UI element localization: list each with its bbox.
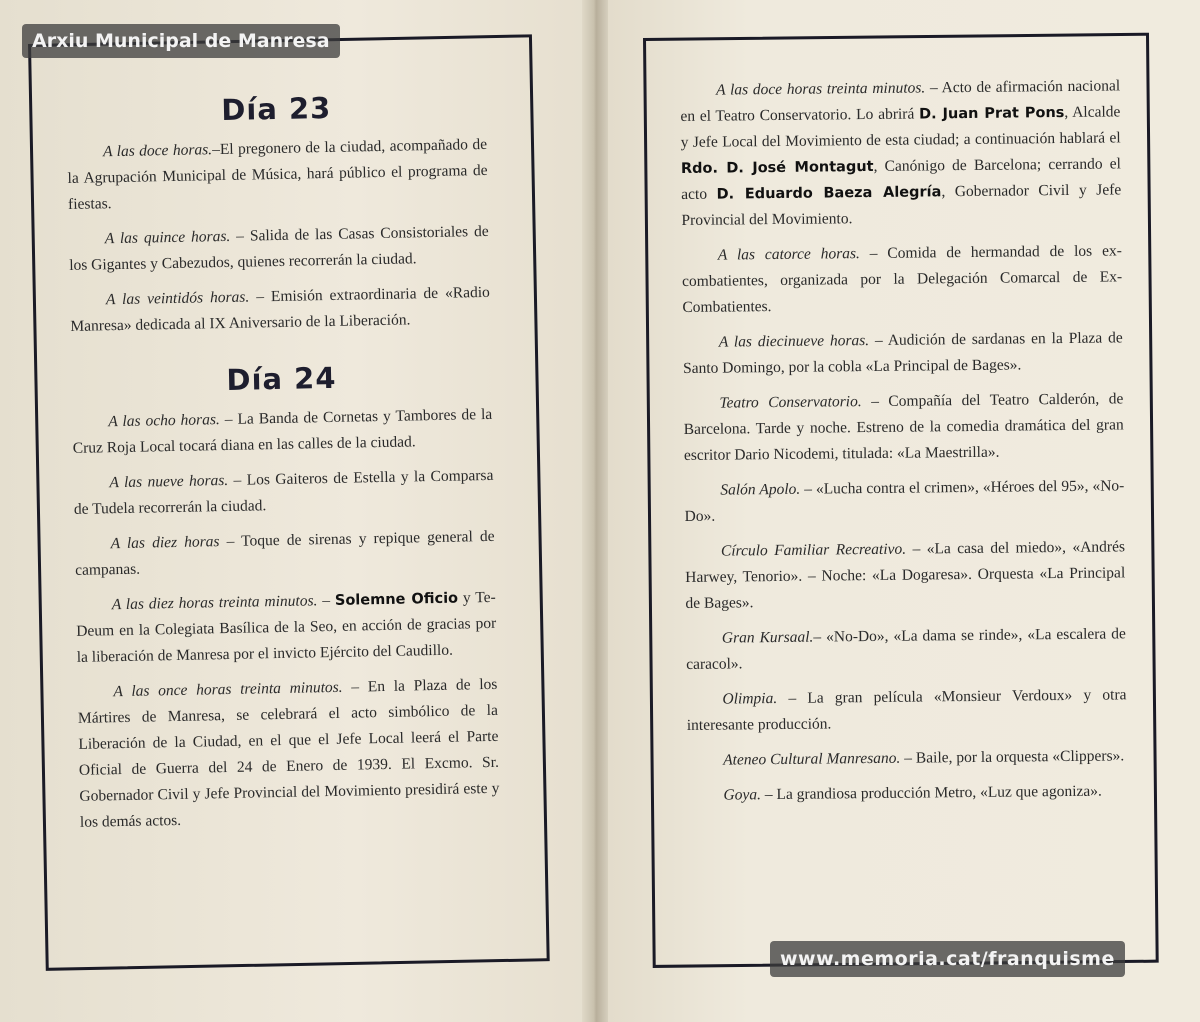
entry-text: – «Lucha contra el crimen», «Héroes del 95», «No-Do». <box>684 477 1125 525</box>
day-23-heading: Día 23 <box>220 90 332 128</box>
entry-text: , Alcalde y Jefe Local del Movimiento de esta ciudad; a continuación hablará el <box>680 103 1121 151</box>
entry-venue: Olimpia. <box>722 690 778 708</box>
entry-text: – Los Gaiteros de Estella y la Comparsa de Tudela recorrerán la ciudad. <box>73 466 494 518</box>
entry-time: A las veintidós horas. <box>105 288 250 309</box>
entry-text: , Gobernador Civil y Jefe Provincial del Movimiento. <box>681 181 1122 229</box>
entry-text: – Compañía del Teatro Calderón, de Barcelona. Tarde y noche. Estreno de la comedia dramática del gran escritor Dario Nicodemi, titulada: «La Maestrilla». <box>683 390 1124 464</box>
entry-highlight: D. Eduardo Baeza Alegría <box>716 184 942 203</box>
entry-text: – Acto de afirmación nacional en el Teatro Conservatorio. Lo abrirá <box>680 77 1121 125</box>
entry-time: A las doce horas treinta minutos. <box>716 79 926 99</box>
entry-time: A las quince horas. <box>104 227 231 248</box>
entry-r-8 <box>686 682 1127 739</box>
entry-r-10 <box>687 778 1127 809</box>
entry-r-2 <box>682 238 1123 321</box>
entry-r-5 <box>684 473 1125 530</box>
entry-text: , Canónigo de Barcelona; cerrando el acto <box>681 155 1122 203</box>
entry-text: – «La casa del miedo», «Andrés Harwey, Tenorio». – Noche: «La Dogaresa». Orquesta «La Principal de Bages». <box>685 538 1126 612</box>
page-fold <box>582 0 608 1022</box>
entry-time: A las diez horas treinta minutos. <box>111 592 318 614</box>
entry-text: – Toque de sirenas y repique general de campanas. <box>74 527 495 579</box>
entry-d24-1 <box>72 402 493 462</box>
entry-r-6 <box>685 534 1126 617</box>
entry-text: – En la Plaza de los Mártires de Manresa, se celebrará el acto simbólico de la Liberación de la Ciudad, en el que el Jefe Local leerá el Parte Oficial de Guerra del 24 de Enero de 1939. El Excmo. Sr. Gobernador Civil y Jefe Provincial del Movimiento presidirá este y los demás actos. <box>77 675 500 831</box>
entry-d24-2 <box>73 463 494 523</box>
day-24-heading: Día 24 <box>226 360 337 397</box>
entry-text: – La gran película «Monsieur Verdoux» y otra interesante producción. <box>686 686 1127 734</box>
entry-text: y Te-Deum en la Colegiata Basílica de la Seo, en acción de gracias por la liberación de Manresa por el invicto Ejército del Caudillo. <box>76 588 497 666</box>
entry-text: – La Banda de Cornetas y Tambores de la Cruz Roja Local tocará diana en las calles de la ciudad. <box>72 405 493 457</box>
entry-d23-3 <box>70 280 491 340</box>
entry-venue: Goya. <box>723 786 762 804</box>
entry-d24-3 <box>74 524 495 584</box>
entry-d24-4 <box>76 585 497 671</box>
entry-venue: Círculo Familiar Recreativo. <box>720 540 907 560</box>
entry-text: – Emisión extraordinaria de «Radio Manresa» dedicada al IX Aniversario de la Liberación. <box>70 283 491 335</box>
entry-time: A las diecinueve horas. <box>718 332 870 351</box>
entry-venue: Salón Apolo. <box>720 480 801 499</box>
entry-highlight: D. Juan Prat Pons <box>918 104 1065 123</box>
entry-r-7 <box>686 621 1127 678</box>
entry-text: – Audición de sardanas en la Plaza de Santo Domingo, por la cobla «La Principal de Bages». <box>682 329 1123 377</box>
entry-dash: – <box>317 591 336 610</box>
entry-text: – La grandiosa producción Metro, «Luz que agoniza». <box>760 782 1102 804</box>
entry-venue: Gran Kursaal. <box>721 628 814 647</box>
website-watermark: www.memoria.cat/franquisme <box>770 941 1125 977</box>
entry-d23-2 <box>69 219 490 279</box>
entry-text: – «No-Do», «La dama se rinde», «La escalera de caracol». <box>686 625 1126 673</box>
left-page-content <box>66 88 500 845</box>
entry-time: A las nueve horas. <box>109 471 229 492</box>
entry-text: – Comida de hermandad de los ex-combatientes, organizada por la Delegación Comarcal de Ex-Combatientes. <box>682 242 1123 316</box>
entry-time: A las diez horas <box>110 533 220 553</box>
entry-text: – Salida de las Casas Consistoriales de los Gigantes y Cabezudos, quienes recorrerán la ciudad. <box>69 222 489 274</box>
entry-time: A las catorce horas. <box>717 245 860 264</box>
entry-d23-1 <box>67 132 488 218</box>
entry-r-4 <box>683 386 1124 469</box>
entry-d24-5 <box>77 672 500 836</box>
entry-time: A las doce horas. <box>102 141 213 161</box>
entry-highlight: Solemne Oficio <box>334 590 459 609</box>
entry-r-9 <box>687 743 1127 774</box>
archive-watermark: Arxiu Municipal de Manresa <box>22 24 340 58</box>
entry-venue: Ateneo Cultural Manresano. <box>723 749 901 769</box>
entry-time: A las ocho horas. <box>108 411 220 431</box>
entry-r-1 <box>680 73 1122 234</box>
entry-text: – Baile, por la orquesta «Clippers». <box>900 747 1125 767</box>
entry-venue: Teatro Conservatorio. <box>719 393 862 412</box>
entry-text: –El pregonero de la ciudad, acompañado de la Agrupación Municipal de Música, hará público el programa de fiestas. <box>67 135 488 213</box>
entry-r-3 <box>683 325 1124 382</box>
entry-highlight: Rdo. D. José Montagut <box>680 158 874 177</box>
entry-time: A las once horas treinta minutos. <box>113 678 343 701</box>
right-page-content <box>680 73 1128 818</box>
